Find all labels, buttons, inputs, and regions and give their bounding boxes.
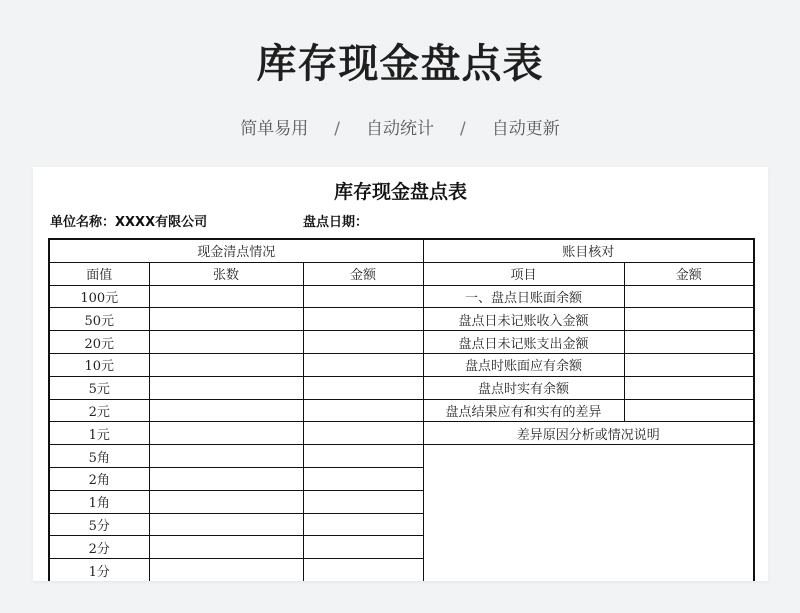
denomination-cell: 50元 [49,308,149,331]
table-row [49,285,754,308]
denomination-cell: 2分 [49,536,149,559]
cash-amount-cell[interactable] [303,559,423,581]
check-item-cell: 盘点时账面应有余额 [423,353,624,376]
check-item-cell: 盘点结果应有和实有的差异 [423,399,624,422]
denomination-cell: 5角 [49,445,149,468]
cash-amount-cell[interactable] [303,536,423,559]
tagline-auto-update: 自动更新 [491,119,560,139]
table-row [49,353,754,376]
sheet-count-cell[interactable] [149,285,303,308]
table-row [49,308,754,331]
denomination-cell: 20元 [49,331,149,354]
sheet-count-cell[interactable] [149,331,303,354]
cash-amount-cell[interactable] [303,285,423,308]
table-row [49,331,754,354]
sheet-count-header: 张数 [149,262,303,285]
check-amount-cell[interactable] [624,353,754,376]
unit-name-label: 单位名称：XXXX有限公司 [50,215,208,230]
sheet-count-cell[interactable] [149,490,303,513]
cash-amount-header: 金额 [303,262,423,285]
cash-amount-cell[interactable] [303,353,423,376]
sheet-count-cell[interactable] [149,513,303,536]
cash-count-table [48,238,755,581]
table-row [49,445,754,468]
account-check-section-header: 账目核对 [423,239,754,262]
check-item-cell: 盘点日未记账收入金额 [423,308,624,331]
check-item-cell: 盘点时实有余额 [423,376,624,399]
sheet-count-cell[interactable] [149,536,303,559]
denomination-header: 面值 [49,262,149,285]
tagline-separator: / [334,119,340,139]
cash-amount-cell[interactable] [303,513,423,536]
cash-amount-cell[interactable] [303,331,423,354]
table-row [49,422,754,445]
sheet-count-cell[interactable] [149,308,303,331]
denomination-cell: 1分 [49,559,149,581]
check-amount-cell[interactable] [624,376,754,399]
sheet-count-cell[interactable] [149,445,303,468]
sheet-count-cell[interactable] [149,559,303,581]
check-item-cell: 一、盘点日账面余额 [423,285,624,308]
denomination-cell: 1角 [49,490,149,513]
tagline-separator: / [460,119,466,139]
check-amount-cell[interactable] [624,331,754,354]
denomination-cell: 5元 [49,376,149,399]
cash-amount-cell[interactable] [303,376,423,399]
inventory-date-label: 盘点日期： [303,215,369,230]
cash-amount-cell[interactable] [303,490,423,513]
check-amount-cell[interactable] [624,399,754,422]
spreadsheet-preview [33,167,768,581]
check-amount-header: 金额 [624,262,754,285]
taglines [0,114,800,139]
sheet-count-cell[interactable] [149,399,303,422]
difference-reason-header: 差异原因分析或情况说明 [423,422,754,445]
denomination-cell: 1元 [49,422,149,445]
cash-amount-cell[interactable] [303,445,423,468]
denomination-cell: 2元 [49,399,149,422]
document-title: 库存现金盘点表 [333,181,467,203]
sheet-count-cell[interactable] [149,422,303,445]
table-row [49,376,754,399]
denomination-cell: 5分 [49,513,149,536]
sheet-count-cell[interactable] [149,376,303,399]
denomination-cell: 2角 [49,467,149,490]
check-item-cell: 盘点日未记账支出金额 [423,331,624,354]
page-title: 库存现金盘点表 [256,41,544,87]
cash-amount-cell[interactable] [303,467,423,490]
check-amount-cell[interactable] [624,308,754,331]
cash-count-section-header: 现金清点情况 [49,239,423,262]
denomination-cell: 10元 [49,353,149,376]
check-amount-cell[interactable] [624,285,754,308]
cash-amount-cell[interactable] [303,308,423,331]
difference-reason-area[interactable] [423,445,754,581]
sheet-count-cell[interactable] [149,353,303,376]
table-row [49,399,754,422]
sheet-count-cell[interactable] [149,467,303,490]
cash-amount-cell[interactable] [303,399,423,422]
denomination-cell: 100元 [49,285,149,308]
tagline-easy: 简单易用 [240,119,309,139]
check-item-header: 项目 [423,262,624,285]
cash-amount-cell[interactable] [303,422,423,445]
tagline-auto-stat: 自动统计 [366,119,434,139]
